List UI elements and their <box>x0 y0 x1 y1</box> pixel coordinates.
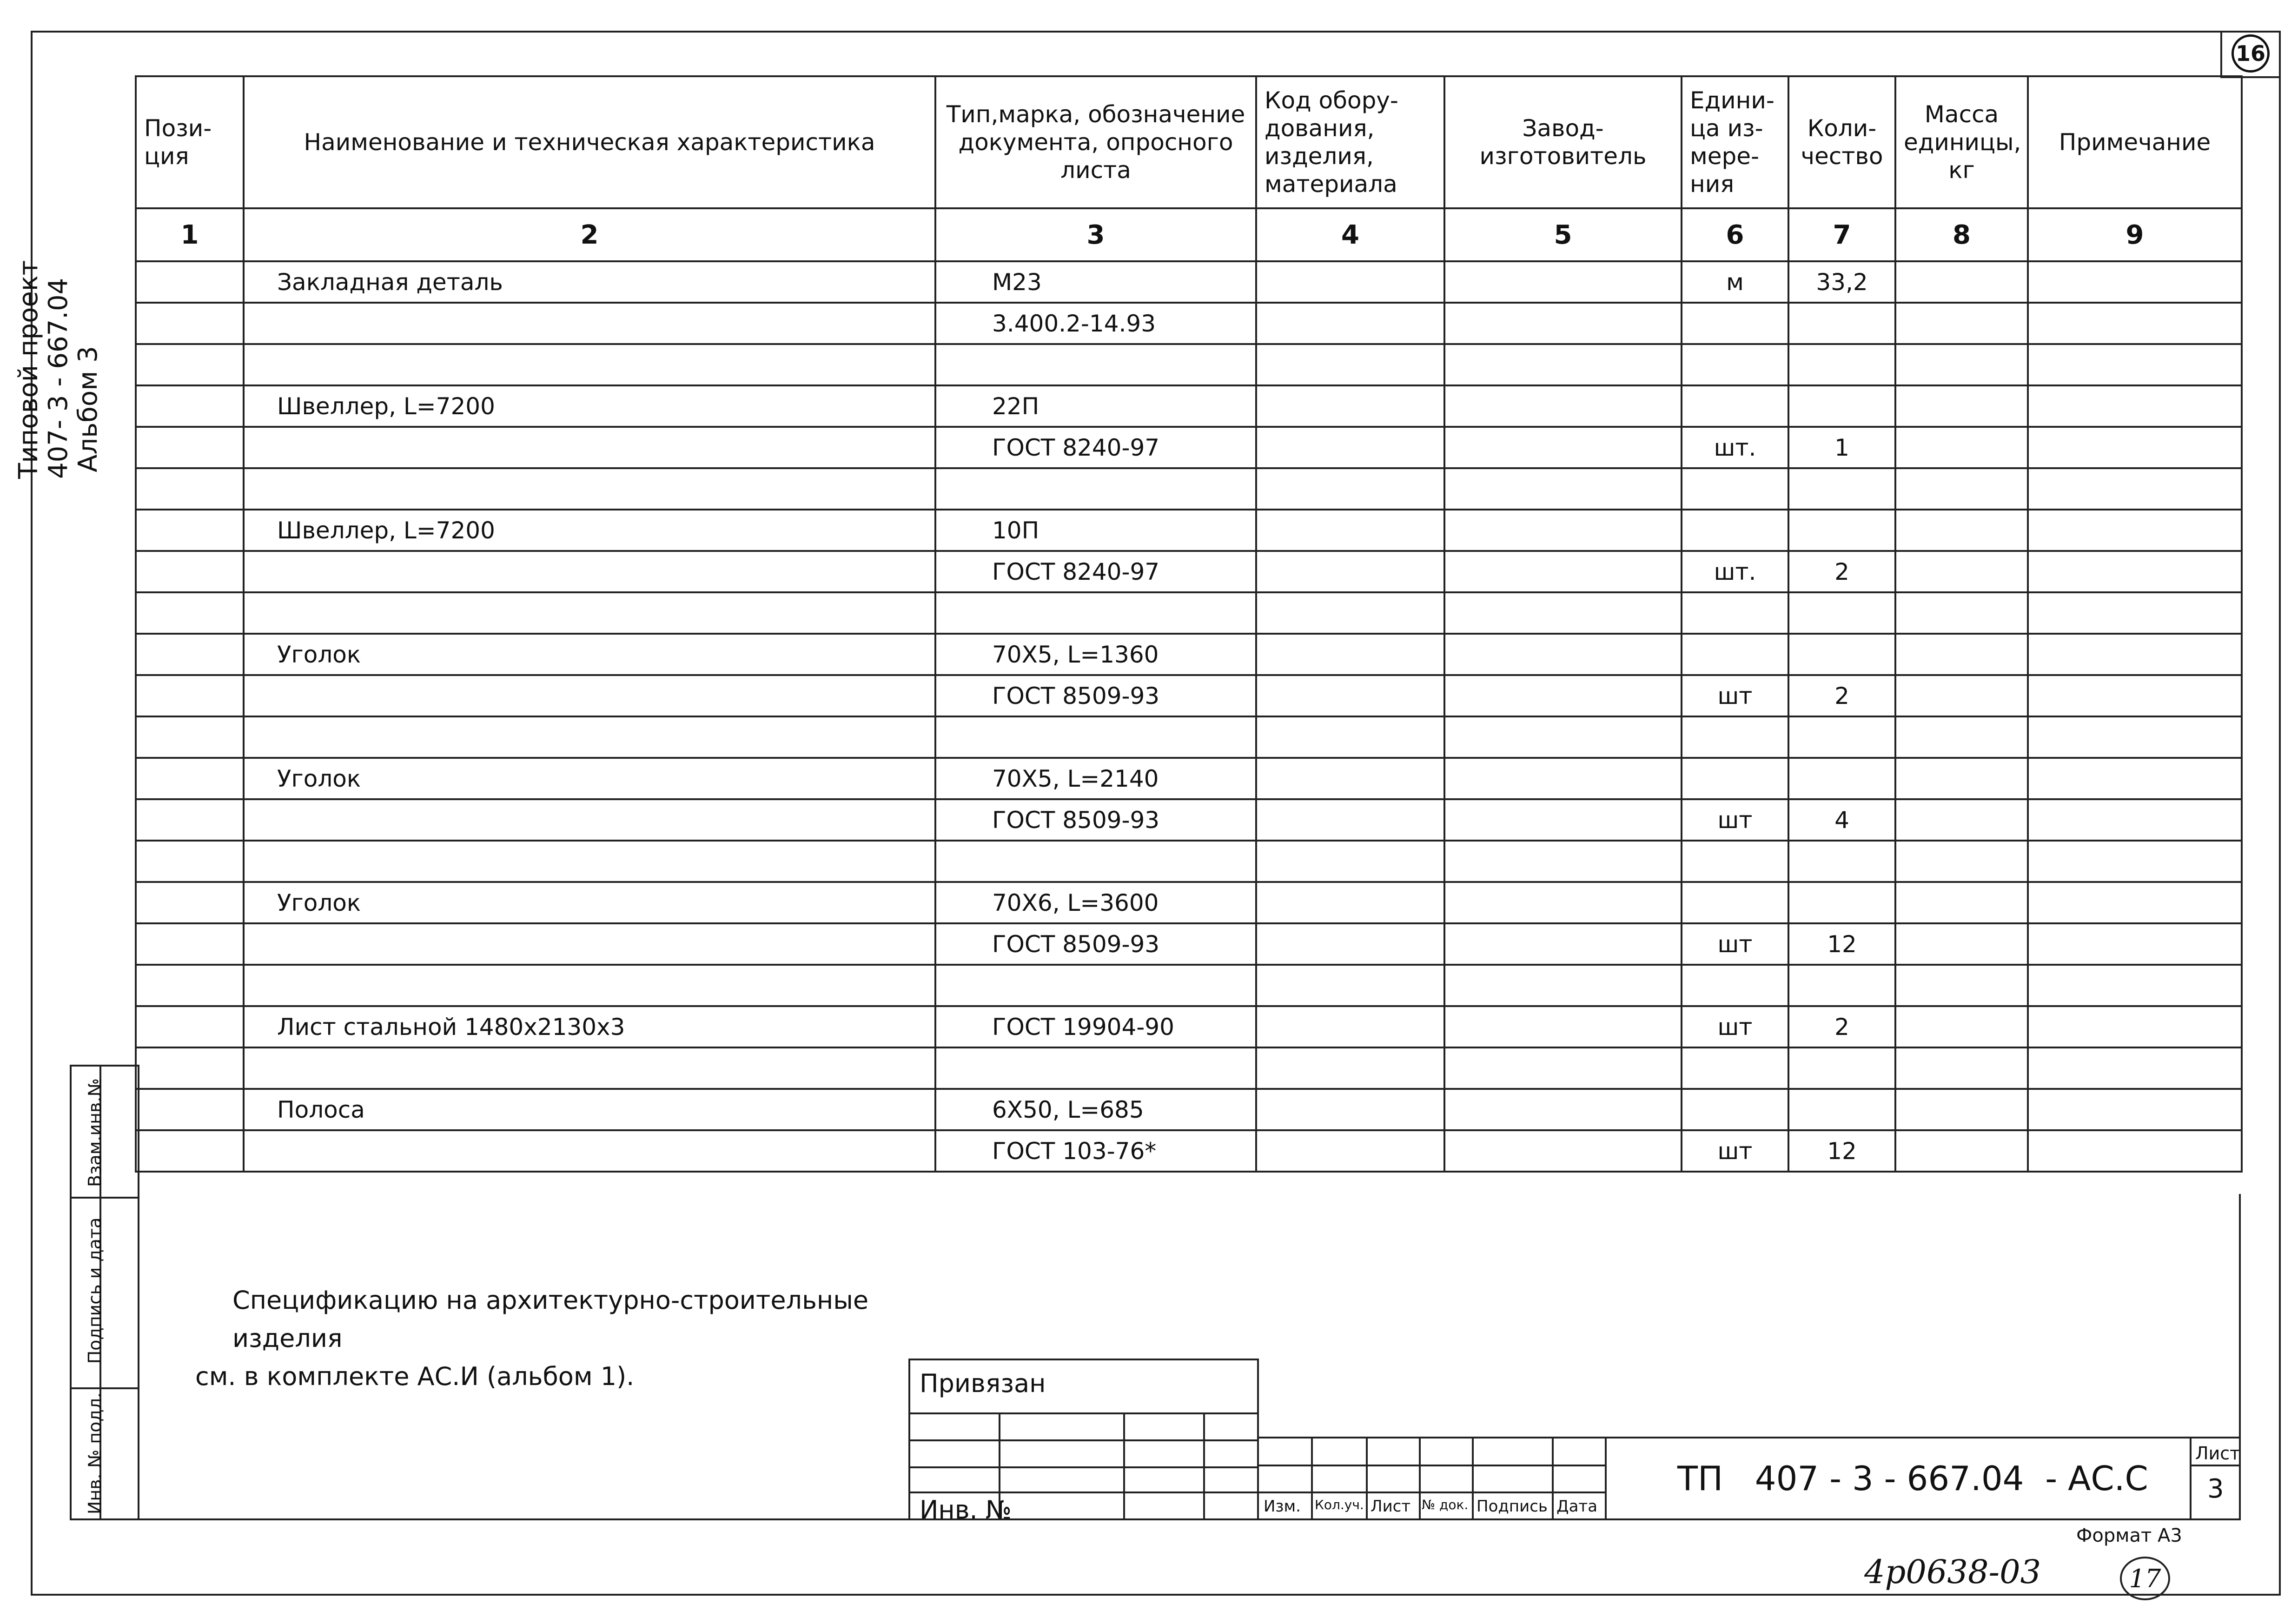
table-row <box>136 385 2242 427</box>
cell-manufacturer <box>1444 882 1682 923</box>
cell-mass <box>1895 344 2028 385</box>
cell-unit <box>1682 841 1788 882</box>
cell-pos <box>136 634 244 675</box>
table-row <box>136 799 2242 841</box>
cell-remark <box>2028 344 2242 385</box>
cell-name <box>244 1130 935 1172</box>
table-row <box>136 758 2242 799</box>
cell-code <box>1256 923 1444 965</box>
cell-qty <box>1788 1047 1895 1089</box>
cell-type: 70Х5, L=2140 <box>935 758 1256 799</box>
cell-remark <box>2028 882 2242 923</box>
cell-unit: шт <box>1682 923 1788 965</box>
cell-code <box>1256 510 1444 551</box>
cell-type <box>935 965 1256 1006</box>
cell-remark <box>2028 634 2242 675</box>
cell-mass <box>1895 841 2028 882</box>
cell-manufacturer <box>1444 758 1682 799</box>
cell-unit: шт <box>1682 799 1788 841</box>
cell-code <box>1256 592 1444 634</box>
cell-remark <box>2028 1047 2242 1089</box>
table-header-row <box>136 76 2242 208</box>
cell-qty: 2 <box>1788 675 1895 716</box>
privyazan-inv: Инв. № <box>920 1495 1012 1525</box>
cell-remark <box>2028 1130 2242 1172</box>
tb-podpis: Подпись <box>1477 1497 1548 1516</box>
cell-qty <box>1788 510 1895 551</box>
cell-qty <box>1788 965 1895 1006</box>
cell-remark <box>2028 841 2242 882</box>
cell-type: 3.400.2-14.93 <box>935 303 1256 344</box>
cell-qty: 1 <box>1788 427 1895 468</box>
cell-qty: 12 <box>1788 923 1895 965</box>
cell-code <box>1256 882 1444 923</box>
cell-remark <box>2028 1006 2242 1047</box>
cell-qty: 2 <box>1788 1006 1895 1047</box>
cell-mass <box>1895 1006 2028 1047</box>
cell-type: ГОСТ 8240-97 <box>935 427 1256 468</box>
cell-type <box>935 716 1256 758</box>
cell-name <box>244 923 935 965</box>
cell-name: Лист стальной 1480х2130х3 <box>244 1006 935 1047</box>
cell-pos <box>136 551 244 592</box>
document-code: ТП 407 - 3 - 667.04 - АС.С <box>1677 1459 2148 1498</box>
cell-mass <box>1895 634 2028 675</box>
table-row <box>136 882 2242 923</box>
cell-unit <box>1682 468 1788 510</box>
cell-manufacturer <box>1444 634 1682 675</box>
header-quantity: Коли-чество <box>1788 76 1895 208</box>
table-row <box>136 303 2242 344</box>
cell-pos <box>136 261 244 303</box>
cell-name <box>244 675 935 716</box>
cell-remark <box>2028 758 2242 799</box>
cell-unit <box>1682 1047 1788 1089</box>
cell-mass <box>1895 468 2028 510</box>
cell-type <box>935 592 1256 634</box>
cell-manufacturer <box>1444 551 1682 592</box>
cell-mass <box>1895 510 2028 551</box>
header-unit: Едини-ца из-мере-ния <box>1682 76 1788 208</box>
cell-pos <box>136 675 244 716</box>
cell-qty <box>1788 1089 1895 1130</box>
table-row <box>136 675 2242 716</box>
cell-code <box>1256 1047 1444 1089</box>
cell-manufacturer <box>1444 385 1682 427</box>
cell-qty <box>1788 634 1895 675</box>
col-num-9: 9 <box>2028 208 2242 261</box>
cell-mass <box>1895 1130 2028 1172</box>
column-number-row <box>136 208 2242 261</box>
header-mass: Масса единицы, кг <box>1895 76 2028 208</box>
cell-type: 10П <box>935 510 1256 551</box>
cell-unit <box>1682 510 1788 551</box>
cell-code <box>1256 468 1444 510</box>
cell-pos <box>136 799 244 841</box>
cell-mass <box>1895 965 2028 1006</box>
table-row <box>136 510 2242 551</box>
cell-mass <box>1895 303 2028 344</box>
col-num-4: 4 <box>1256 208 1444 261</box>
cell-mass <box>1895 799 2028 841</box>
cell-code <box>1256 344 1444 385</box>
cell-type: ГОСТ 8509-93 <box>935 799 1256 841</box>
privyazan-title: Привязан <box>920 1369 1046 1398</box>
col-num-1: 1 <box>136 208 244 261</box>
cell-pos <box>136 841 244 882</box>
cell-type: 70Х6, L=3600 <box>935 882 1256 923</box>
cell-name <box>244 468 935 510</box>
left-approval-strip <box>70 1065 139 1520</box>
col-num-6: 6 <box>1682 208 1788 261</box>
cell-pos <box>136 758 244 799</box>
cell-type: М23 <box>935 261 1256 303</box>
cell-manufacturer <box>1444 799 1682 841</box>
cell-code <box>1256 758 1444 799</box>
cell-mass <box>1895 1047 2028 1089</box>
strip-inv-label: Инв. № подл. <box>85 1392 105 1515</box>
cell-code <box>1256 675 1444 716</box>
cell-type <box>935 344 1256 385</box>
sheet-number-badge <box>2220 31 2279 78</box>
cell-name: Закладная деталь <box>244 261 935 303</box>
cell-qty <box>1788 303 1895 344</box>
cell-remark <box>2028 510 2242 551</box>
cell-pos <box>136 1089 244 1130</box>
cell-type <box>935 468 1256 510</box>
cell-name <box>244 427 935 468</box>
cell-qty <box>1788 716 1895 758</box>
cell-name <box>244 344 935 385</box>
cell-code <box>1256 261 1444 303</box>
cell-pos <box>136 1047 244 1089</box>
cell-unit: шт. <box>1682 427 1788 468</box>
cell-name <box>244 716 935 758</box>
col-num-7: 7 <box>1788 208 1895 261</box>
cell-name: Полоса <box>244 1089 935 1130</box>
cell-remark <box>2028 261 2242 303</box>
table-row <box>136 1006 2242 1047</box>
cell-mass <box>1895 716 2028 758</box>
cell-qty <box>1788 468 1895 510</box>
cell-type: ГОСТ 8509-93 <box>935 923 1256 965</box>
cell-qty: 33,2 <box>1788 261 1895 303</box>
strip-vzam-label: Взам.инв.№ <box>85 1078 105 1187</box>
table-row <box>136 1130 2242 1172</box>
side-stamp-line3: Альбом 3 <box>73 346 103 472</box>
table-row <box>136 634 2242 675</box>
cell-manufacturer <box>1444 841 1682 882</box>
cell-qty: 12 <box>1788 1130 1895 1172</box>
cell-mass <box>1895 261 2028 303</box>
cell-manufacturer <box>1444 427 1682 468</box>
cell-type <box>935 841 1256 882</box>
cell-code <box>1256 716 1444 758</box>
cell-unit <box>1682 1089 1788 1130</box>
cell-type: ГОСТ 8509-93 <box>935 675 1256 716</box>
cell-type: ГОСТ 8240-97 <box>935 551 1256 592</box>
cell-unit <box>1682 385 1788 427</box>
note-line2: см. в комплекте АС.И (альбом 1). <box>195 1362 635 1391</box>
cell-manufacturer <box>1444 261 1682 303</box>
cell-mass <box>1895 385 2028 427</box>
cell-manufacturer <box>1444 303 1682 344</box>
sheet-label: Лист <box>2195 1443 2240 1464</box>
cell-type: 6Х50, L=685 <box>935 1089 1256 1130</box>
cell-manufacturer <box>1444 1130 1682 1172</box>
cell-pos <box>136 965 244 1006</box>
cell-code <box>1256 1130 1444 1172</box>
table-row <box>136 716 2242 758</box>
cell-pos <box>136 510 244 551</box>
handwritten-page: 17 <box>2129 1564 2161 1593</box>
cell-pos <box>136 303 244 344</box>
cell-qty <box>1788 385 1895 427</box>
cell-remark <box>2028 551 2242 592</box>
tb-kolvo: Кол.уч. <box>1315 1497 1364 1512</box>
cell-name: Уголок <box>244 882 935 923</box>
cell-name <box>244 1047 935 1089</box>
cell-mass <box>1895 923 2028 965</box>
side-stamp <box>13 260 107 479</box>
cell-mass <box>1895 675 2028 716</box>
header-note: Примечание <box>2028 76 2242 208</box>
cell-manufacturer <box>1444 716 1682 758</box>
cell-remark <box>2028 468 2242 510</box>
cell-remark <box>2028 1089 2242 1130</box>
table-row <box>136 965 2242 1006</box>
cell-name <box>244 841 935 882</box>
cell-name: Уголок <box>244 758 935 799</box>
col-num-5: 5 <box>1444 208 1682 261</box>
cell-code <box>1256 385 1444 427</box>
cell-remark <box>2028 923 2242 965</box>
cell-mass <box>1895 592 2028 634</box>
cell-type: 70Х5, L=1360 <box>935 634 1256 675</box>
col-num-8: 8 <box>1895 208 2028 261</box>
cell-type: 22П <box>935 385 1256 427</box>
cell-manufacturer <box>1444 1047 1682 1089</box>
cell-pos <box>136 592 244 634</box>
table-row <box>136 261 2242 303</box>
table-row <box>136 1047 2242 1089</box>
cell-remark <box>2028 675 2242 716</box>
cell-name <box>244 965 935 1006</box>
cell-unit <box>1682 965 1788 1006</box>
table-row <box>136 923 2242 965</box>
cell-unit: шт <box>1682 1006 1788 1047</box>
note-text <box>195 1281 939 1396</box>
cell-remark <box>2028 799 2242 841</box>
cell-manufacturer <box>1444 510 1682 551</box>
cell-unit <box>1682 758 1788 799</box>
cell-remark <box>2028 965 2242 1006</box>
side-stamp-line1: Типовой проект <box>13 260 44 479</box>
cell-type: ГОСТ 19904-90 <box>935 1006 1256 1047</box>
cell-qty <box>1788 758 1895 799</box>
header-name: Наименование и техническая характеристика <box>244 76 935 208</box>
sheet-number: 16 <box>2231 34 2270 73</box>
tb-data: Дата <box>1556 1497 1598 1516</box>
col-num-2: 2 <box>244 208 935 261</box>
cell-unit <box>1682 303 1788 344</box>
cell-qty: 2 <box>1788 551 1895 592</box>
tb-izm: Изм. <box>1264 1497 1301 1516</box>
cell-code <box>1256 1089 1444 1130</box>
cell-code <box>1256 303 1444 344</box>
cell-name <box>244 592 935 634</box>
cell-mass <box>1895 758 2028 799</box>
cell-name <box>244 551 935 592</box>
tb-list: Лист <box>1371 1497 1411 1516</box>
cell-type: ГОСТ 103-76* <box>935 1130 1256 1172</box>
cell-manufacturer <box>1444 1089 1682 1130</box>
cell-manufacturer <box>1444 965 1682 1006</box>
tb-ndok: № док. <box>1422 1497 1469 1512</box>
cell-mass <box>1895 551 2028 592</box>
cell-code <box>1256 427 1444 468</box>
col-num-3: 3 <box>935 208 1256 261</box>
cell-qty <box>1788 841 1895 882</box>
table-row <box>136 1089 2242 1130</box>
header-position: Пози-ция <box>136 76 244 208</box>
cell-pos <box>136 1006 244 1047</box>
cell-name: Швеллер, L=7200 <box>244 385 935 427</box>
cell-code <box>1256 634 1444 675</box>
strip-podpis-label: Подпись и дата <box>85 1217 105 1364</box>
cell-pos <box>136 468 244 510</box>
note-line1: Спецификацию на архитектурно-строительные изделия <box>232 1286 869 1353</box>
cell-code <box>1256 1006 1444 1047</box>
table-row <box>136 551 2242 592</box>
cell-manufacturer <box>1444 675 1682 716</box>
header-type: Тип,марка, обозначение документа, опросного листа <box>935 76 1256 208</box>
spec-body <box>136 261 2242 1172</box>
cell-pos <box>136 882 244 923</box>
cell-code <box>1256 841 1444 882</box>
privyazan-box <box>908 1359 1259 1525</box>
table-row <box>136 427 2242 468</box>
cell-unit <box>1682 716 1788 758</box>
cell-unit <box>1682 592 1788 634</box>
table-row <box>136 344 2242 385</box>
cell-unit: шт <box>1682 675 1788 716</box>
cell-code <box>1256 551 1444 592</box>
cell-manufacturer <box>1444 468 1682 510</box>
cell-unit: м <box>1682 261 1788 303</box>
cell-qty <box>1788 344 1895 385</box>
side-stamp-line2: 407- 3 - 667.04 <box>43 278 73 479</box>
cell-type <box>935 1047 1256 1089</box>
cell-mass <box>1895 427 2028 468</box>
cell-name <box>244 303 935 344</box>
handwritten-code: 4р0638-03 <box>1864 1553 2041 1591</box>
cell-pos <box>136 344 244 385</box>
cell-remark <box>2028 592 2242 634</box>
cell-name: Швеллер, L=7200 <box>244 510 935 551</box>
cell-qty <box>1788 882 1895 923</box>
cell-name <box>244 799 935 841</box>
cell-unit: шт <box>1682 1130 1788 1172</box>
cell-manufacturer <box>1444 344 1682 385</box>
cell-unit <box>1682 634 1788 675</box>
table-row <box>136 592 2242 634</box>
format-label: Формат А3 <box>2076 1525 2182 1546</box>
cell-unit <box>1682 882 1788 923</box>
header-manufacturer: Завод-изготовитель <box>1444 76 1682 208</box>
title-block <box>1257 1437 2241 1520</box>
cell-code <box>1256 799 1444 841</box>
cell-remark <box>2028 385 2242 427</box>
table-row <box>136 468 2242 510</box>
cell-manufacturer <box>1444 923 1682 965</box>
cell-pos <box>136 923 244 965</box>
cell-unit: шт. <box>1682 551 1788 592</box>
cell-pos <box>136 427 244 468</box>
cell-qty: 4 <box>1788 799 1895 841</box>
cell-manufacturer <box>1444 1006 1682 1047</box>
cell-pos <box>136 385 244 427</box>
cell-remark <box>2028 303 2242 344</box>
specification-table <box>135 75 2243 1173</box>
cell-mass <box>1895 1089 2028 1130</box>
cell-name: Уголок <box>244 634 935 675</box>
handwritten-page-circle <box>2120 1557 2170 1600</box>
cell-pos <box>136 716 244 758</box>
cell-code <box>1256 965 1444 1006</box>
cell-unit <box>1682 344 1788 385</box>
cell-pos <box>136 1130 244 1172</box>
table-row <box>136 841 2242 882</box>
cell-manufacturer <box>1444 592 1682 634</box>
cell-mass <box>1895 882 2028 923</box>
header-code: Код обору-дования, изделия, материала <box>1256 76 1444 208</box>
cell-remark <box>2028 716 2242 758</box>
sheet-number-cell: 3 <box>2207 1474 2224 1504</box>
cell-qty <box>1788 592 1895 634</box>
cell-remark <box>2028 427 2242 468</box>
